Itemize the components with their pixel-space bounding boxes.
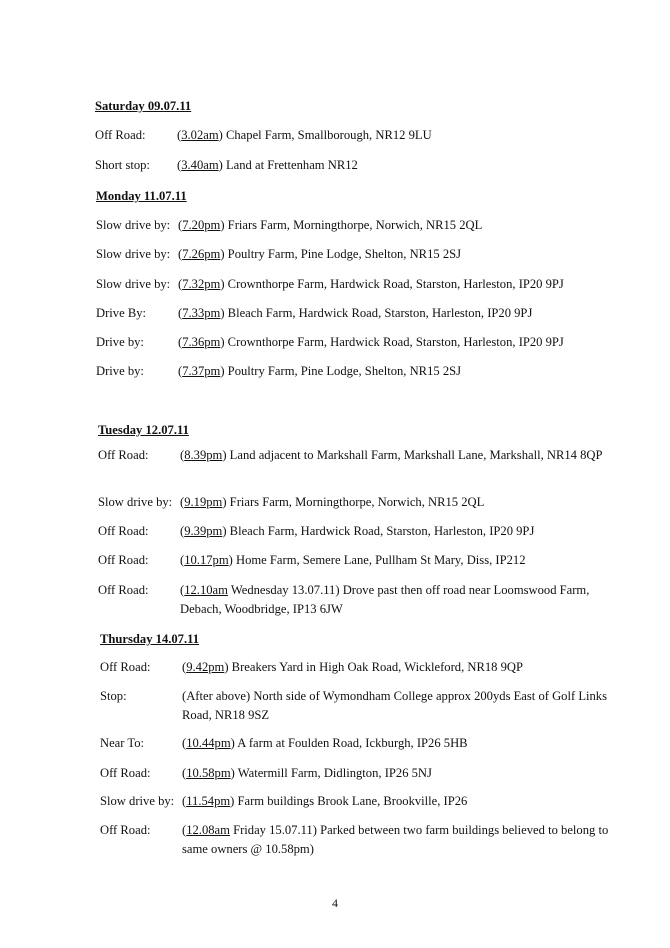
entry-text: (7.32pm) Crownthorpe Farm, Hardwick Road, Starston, Harleston, IP20 9PJ	[178, 277, 564, 291]
entry-description: ) A farm at Foulden Road, Ickburgh, IP26 5HB	[230, 736, 468, 750]
entry-text: (7.37pm) Poultry Farm, Pine Lodge, Shelton, NR15 2SJ	[178, 364, 462, 378]
entry-description: ) Home Farm, Semere Lane, Pullham St Mary, Diss, IP212	[228, 553, 526, 567]
entry-time: 7.32pm	[182, 277, 221, 291]
entry-label: Slow drive by:	[98, 495, 173, 509]
entry-time: 11.54pm	[186, 794, 231, 808]
entry-description: ) Breakers Yard in High Oak Road, Wickleford, NR18 9QP	[224, 660, 524, 674]
entry-time: 10.58pm	[186, 766, 231, 780]
entry-text: (7.26pm) Poultry Farm, Pine Lodge, Shelton, NR15 2SJ	[178, 247, 462, 261]
entry-label: Drive by:	[96, 335, 144, 349]
entry-description: ) Friars Farm, Morningthorpe, Norwich, NR15 2QL	[222, 495, 485, 509]
entry-time: 9.19pm	[184, 495, 223, 509]
entry-label: Off Road:	[100, 660, 151, 674]
entry-description: ) Watermill Farm, Didlington, IP26 5NJ	[230, 766, 432, 780]
entry-time: 7.26pm	[182, 247, 221, 261]
entry-text: (10.17pm) Home Farm, Semere Lane, Pullham St Mary, Diss, IP212	[180, 553, 526, 567]
entry-time: 9.39pm	[184, 524, 223, 538]
section-heading: Thursday 14.07.11	[100, 632, 200, 646]
entry-time: 9.42pm	[186, 660, 225, 674]
entry-label: Near To:	[100, 736, 144, 750]
entry-text: (12.08am Friday 15.07.11) Parked between two farm buildings believed to belong to same owners @ 10.58pm)	[182, 823, 609, 856]
section-heading: Saturday 09.07.11	[95, 99, 192, 113]
entry-time: 12.08am	[186, 823, 230, 837]
entry-label: Drive By:	[96, 306, 147, 320]
entry-label: Slow drive by:	[96, 277, 171, 291]
entry-time: 7.37pm	[182, 364, 221, 378]
entry-text: (7.36pm) Crownthorpe Farm, Hardwick Road, Starston, Harleston, IP20 9PJ	[178, 335, 564, 349]
entry-description: ) Friars Farm, Morningthorpe, Norwich, NR15 2QL	[220, 218, 483, 232]
entry-label: Off Road:	[98, 448, 149, 462]
entry-description: ) Land adjacent to Markshall Farm, Markshall Lane, Markshall, NR14 8QP	[222, 448, 603, 462]
entry-label: Off Road:	[98, 524, 149, 538]
entry-text: (7.20pm) Friars Farm, Morningthorpe, Norwich, NR15 2QL	[178, 218, 483, 232]
entry-text: (12.10am Wednesday 13.07.11) Drove past then off road near Loomswood Farm, Debach, Woodbridge, IP13 6JW	[180, 583, 590, 616]
entry-description: ) Poultry Farm, Pine Lodge, Shelton, NR15 2SJ	[220, 364, 462, 378]
page-number: 4	[332, 896, 338, 910]
entry-label: Slow drive by:	[96, 218, 171, 232]
entry-text: (10.58pm) Watermill Farm, Didlington, IP26 5NJ	[182, 766, 432, 780]
entry-description: ) Bleach Farm, Hardwick Road, Starston, Harleston, IP20 9PJ	[220, 306, 533, 320]
entry-time: 7.20pm	[182, 218, 221, 232]
entry-label: Off Road:	[100, 823, 151, 837]
entry-label: Drive by:	[96, 364, 144, 378]
entry-time: 10.17pm	[184, 553, 229, 567]
entry-label: Short stop:	[95, 158, 150, 172]
entry-text: (9.39pm) Bleach Farm, Hardwick Road, Starston, Harleston, IP20 9PJ	[180, 524, 535, 538]
entry-description: Friday 15.07.11) Parked between two farm buildings believed to belong to same owners @ 10.58pm)	[182, 823, 609, 856]
entry-text: (7.33pm) Bleach Farm, Hardwick Road, Starston, Harleston, IP20 9PJ	[178, 306, 533, 320]
entry-text	[182, 687, 617, 725]
entry-time: 10.44pm	[186, 736, 231, 750]
entry-description: (After above) North side of Wymondham College approx 200yds East of Golf Links Road, NR18 9SZ	[182, 689, 608, 722]
entry-text: (3.02am) Chapel Farm, Smallborough, NR12 9LU	[177, 128, 432, 142]
entry-text: (3.40am) Land at Frettenham NR12	[177, 158, 358, 172]
entry-text: (9.19pm) Friars Farm, Morningthorpe, Norwich, NR15 2QL	[180, 495, 485, 509]
entry-description: ) Crownthorpe Farm, Hardwick Road, Starston, Harleston, IP20 9PJ	[220, 277, 564, 291]
entry-time: 7.33pm	[182, 306, 221, 320]
entry-label: Stop:	[100, 689, 127, 703]
section-heading: Monday 11.07.11	[96, 189, 187, 203]
entry-description: ) Bleach Farm, Hardwick Road, Starston, Harleston, IP20 9PJ	[222, 524, 535, 538]
entry-label: Slow drive by:	[96, 247, 171, 261]
entry-time: 3.40am	[181, 158, 219, 172]
entry-label: Off Road:	[100, 766, 151, 780]
entry-text: (10.44pm) A farm at Foulden Road, Ickburgh, IP26 5HB	[182, 736, 468, 750]
entry-time: 8.39pm	[184, 448, 223, 462]
entry-text: (8.39pm) Land adjacent to Markshall Farm, Markshall Lane, Markshall, NR14 8QP	[180, 448, 603, 462]
entry-time: 3.02am	[181, 128, 219, 142]
entry-label: Off Road:	[98, 583, 149, 597]
entry-label: Slow drive by:	[100, 794, 175, 808]
entry-label: Off Road:	[98, 553, 149, 567]
entry-time: 12.10am	[184, 583, 228, 597]
entry-time: 7.36pm	[182, 335, 221, 349]
entry-description: ) Land at Frettenham NR12	[218, 158, 358, 172]
entry-text: (9.42pm) Breakers Yard in High Oak Road, Wickleford, NR18 9QP	[182, 660, 524, 674]
entry-text: (11.54pm) Farm buildings Brook Lane, Brookville, IP26	[182, 794, 468, 808]
entry-description: ) Poultry Farm, Pine Lodge, Shelton, NR15 2SJ	[220, 247, 462, 261]
section-heading: Tuesday 12.07.11	[98, 423, 189, 437]
entry-description: ) Farm buildings Brook Lane, Brookville, IP26	[230, 794, 468, 808]
entry-label: Off Road:	[95, 128, 146, 142]
entry-description: ) Crownthorpe Farm, Hardwick Road, Starston, Harleston, IP20 9PJ	[220, 335, 564, 349]
entry-description: Wednesday 13.07.11) Drove past then off road near Loomswood Farm, Debach, Woodbridge, IP13 6JW	[180, 583, 590, 616]
entry-description: ) Chapel Farm, Smallborough, NR12 9LU	[218, 128, 432, 142]
